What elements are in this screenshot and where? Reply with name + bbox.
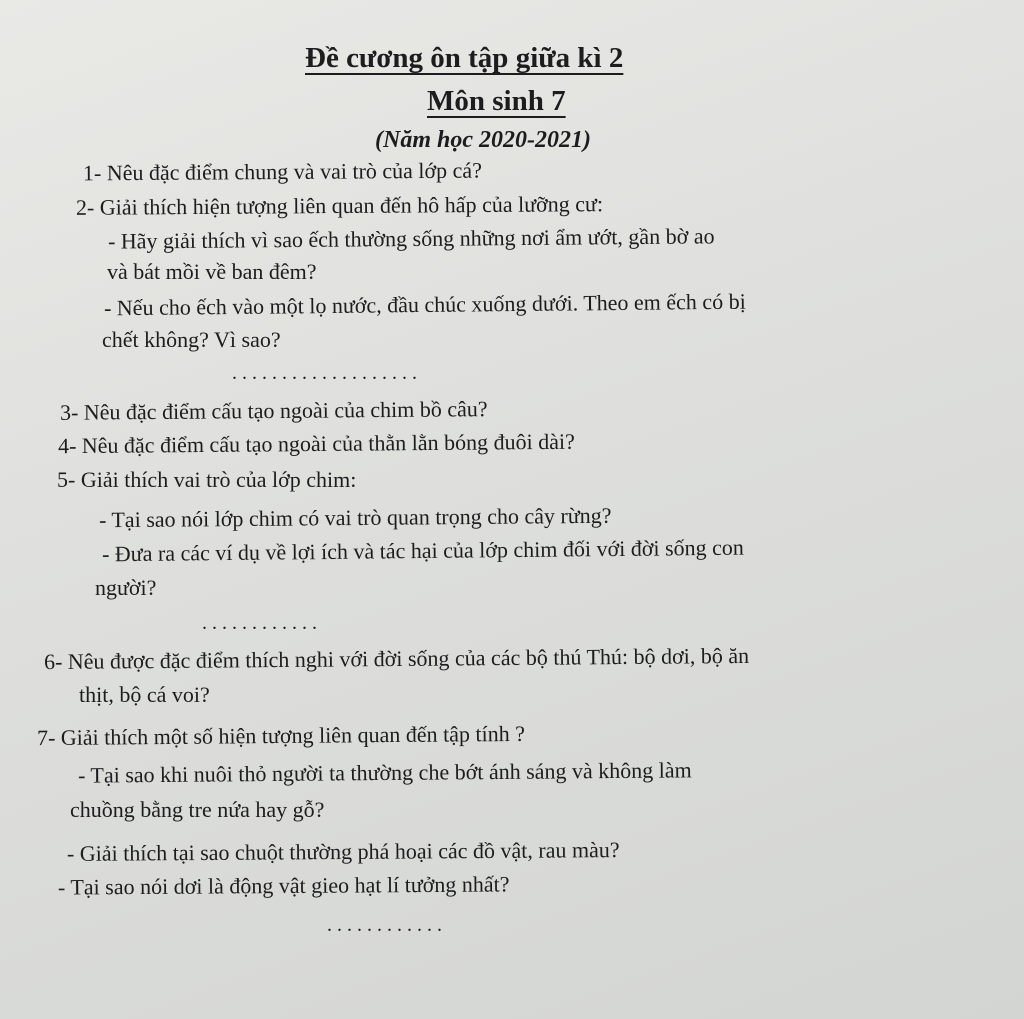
question-5-sub-2-cont: người?	[95, 575, 157, 600]
document-title: Đề cương ôn tập giữa kì 2	[305, 42, 624, 74]
separator-dots: ............	[327, 914, 447, 936]
question-7: 7- Giải thích một số hiện tượng liên quan đến tập tính ?	[36, 720, 526, 751]
question-2-sub-2-cont: chết không? Vì sao?	[102, 327, 281, 352]
question-1: 1- Nêu đặc điểm chung và vai trò của lớp cá?	[82, 157, 483, 186]
question-2-sub-1: - Hãy giải thích vì sao ếch thường sống những nơi ẩm ướt, gần bờ ao	[107, 223, 715, 254]
question-4: 4- Nêu đặc điểm cấu tạo ngoài của thằn lằn bóng đuôi dài?	[57, 428, 575, 459]
question-5-sub-1: - Tại sao nói lớp chim có vai trò quan trọng cho cây rừng?	[98, 502, 612, 533]
question-7-sub-1: - Tại sao khi nuôi thỏ người ta thường che bớt ánh sáng và không làm	[77, 757, 692, 788]
question-3: 3- Nêu đặc điểm cấu tạo ngoài của chim bồ câu?	[59, 396, 488, 425]
question-6-cont: thịt, bộ cá voi?	[79, 682, 210, 707]
question-7-sub-1-cont: chuồng bằng tre nứa hay gỗ?	[70, 797, 325, 822]
school-year: (Năm học 2020-2021)	[375, 127, 591, 153]
question-2: 2- Giải thích hiện tượng liên quan đến hô hấp của lưỡng cư:	[75, 191, 604, 220]
question-5: 5- Giải thích vai trò của lớp chim:	[57, 467, 357, 492]
separator-dots: ...................	[232, 362, 422, 384]
separator-dots: ............	[202, 612, 322, 634]
question-7-sub-2: - Giải thích tại sao chuột thường phá hoại các đồ vật, rau màu?	[66, 837, 620, 866]
subject-title: Môn sinh 7	[427, 85, 566, 117]
question-2-sub-2: - Nếu cho ếch vào một lọ nước, đầu chúc xuống dưới. Theo em ếch có bị	[103, 288, 746, 321]
question-6: 6- Nêu được đặc điểm thích nghi với đời sống của các bộ thú Thú: bộ dơi, bộ ăn	[43, 642, 750, 675]
question-5-sub-2: - Đưa ra các ví dụ về lợi ích và tác hại của lớp chim đối với đời sống con	[101, 534, 744, 567]
question-7-sub-3: - Tại sao nói dơi là động vật gieo hạt lí tưởng nhất?	[57, 871, 510, 900]
question-2-sub-1-cont: và bát mồi về ban đêm?	[107, 259, 317, 284]
